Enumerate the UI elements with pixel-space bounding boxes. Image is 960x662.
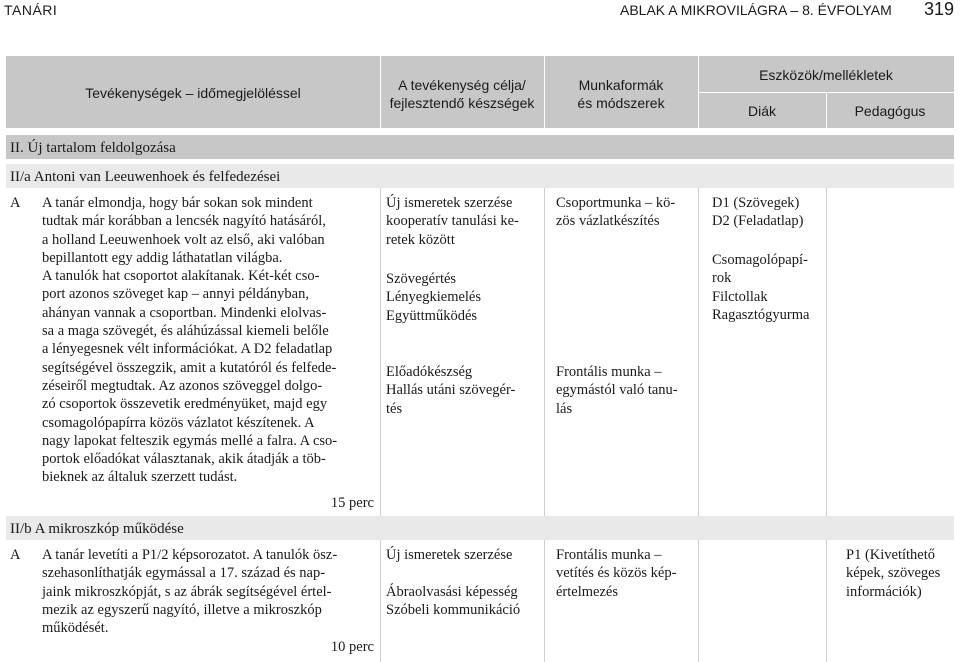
row-b-goals-2: Ábraolvasási képesség Szóbeli kommunikáció [386,584,521,619]
row-b-divider-4 [826,540,827,662]
row-b-divider-3 [698,540,699,662]
row-a-goals-2: Szövegértés Lényegkiemelés Együttműködés [386,271,482,324]
col-header-teacher: Pedagógus [854,103,926,119]
subsection-b-title: II/b A mikroszkóp működése [10,521,184,537]
row-b-activity: A tanár levetíti a P1/2 képsorozatot. A tanulók ösz- szehasonlíthatják egymással a 17. század és nap- jaink mikroszkópját, s az ábrák segítségével értel- mezik az egyszerű nagyító, illetve a mikroszkóp működését. [42,547,338,637]
page-number: 319 [924,0,955,19]
section-title: II. Új tartalom feldolgozása [10,140,176,156]
row-b-goals-1: Új ismeretek szerzése [386,547,513,563]
row-a-divider-2 [544,188,545,516]
page-header [0,0,960,22]
row-a-time: 15 perc [330,495,374,511]
row-b-divider-1 [380,540,381,662]
subsection-a-title: II/a Antoni van Leeuwenhoek és felfedezései [10,169,281,185]
row-a-divider-4 [826,188,827,516]
running-head-title: ABLAK A MIKROVILÁGRA – 8. ÉVFOLYAM [620,2,892,18]
row-a-activity: A tanár elmondja, hogy bár sokan sok mindent tudtak már korábban a lencsék nagyító hatásáról, a holland Leeuwenhoek volt az első, aki valóban bepillantott egy addig láthatatlan világba. A tanulók hat csoportot alakítanak. Két-két cso- port azonos szöveget kap – annyi példányban, ahányan vannak a csoportban. Mindenki elolvas- sa a maga szövegét, és aláhúzással kiemeli belőle a lényegesnek vélt információkat. A D2 feladatlap segítségével összegzik, amit a kutatóról és felfede- zéseiről megtudtak. Az azonos szöveggel dolgo- zó csoportok összevetik eredményüket, majd egy csomagolópapírra közös vázlatot készítenek. A nagy lapokat felteszik egymás mellé a falra. A cso- portok előadókat választanak, akik átadják a töb- bieknek az általuk szerzett tudást. [42,195,338,486]
col-header-tools: Eszközök/mellékletek [759,67,893,83]
row-a-divider-1 [380,188,381,516]
col-header-student: Diák [747,103,776,119]
row-a-student-tools-2: Csomagolópapí- rok Filctollak Ragasztógyurma [712,252,810,323]
col-header-goals: A tevékenység célja/ fejlesztendő készségek [389,77,535,111]
row-a-goals-1: Új ismeretek szerzése kooperatív tanulási ke- retek között [386,195,519,248]
row-b-divider-2 [544,540,545,662]
row-a-methods-1: Csoportmunka – kö- zös vázlatkészítés [556,195,676,230]
running-head-left: TANÁRI [4,2,58,18]
row-b-time: 10 perc [330,639,374,655]
row-b-methods: Frontális munka – vetítés és közös kép- értelmezés [556,547,677,600]
col-header-methods: Munkaformák és módszerek [577,77,665,111]
row-a-goals-3: Előadókészség Hallás utáni szövegér- tés [386,364,516,417]
row-a-methods-2: Frontális munka – egymástól való tanu- lás [556,364,678,417]
col-header-activities: Tevékenységek – időmegjelöléssel [85,85,301,101]
row-a-marker: A [10,195,21,211]
row-a-divider-3 [698,188,699,516]
row-b-marker: A [10,547,21,563]
row-a-student-tools-1: D1 (Szövegek) D2 (Feladatlap) [712,195,804,230]
row-b-teacher-tools: P1 (Kivetíthető képek, szöveges információk) [846,547,941,600]
